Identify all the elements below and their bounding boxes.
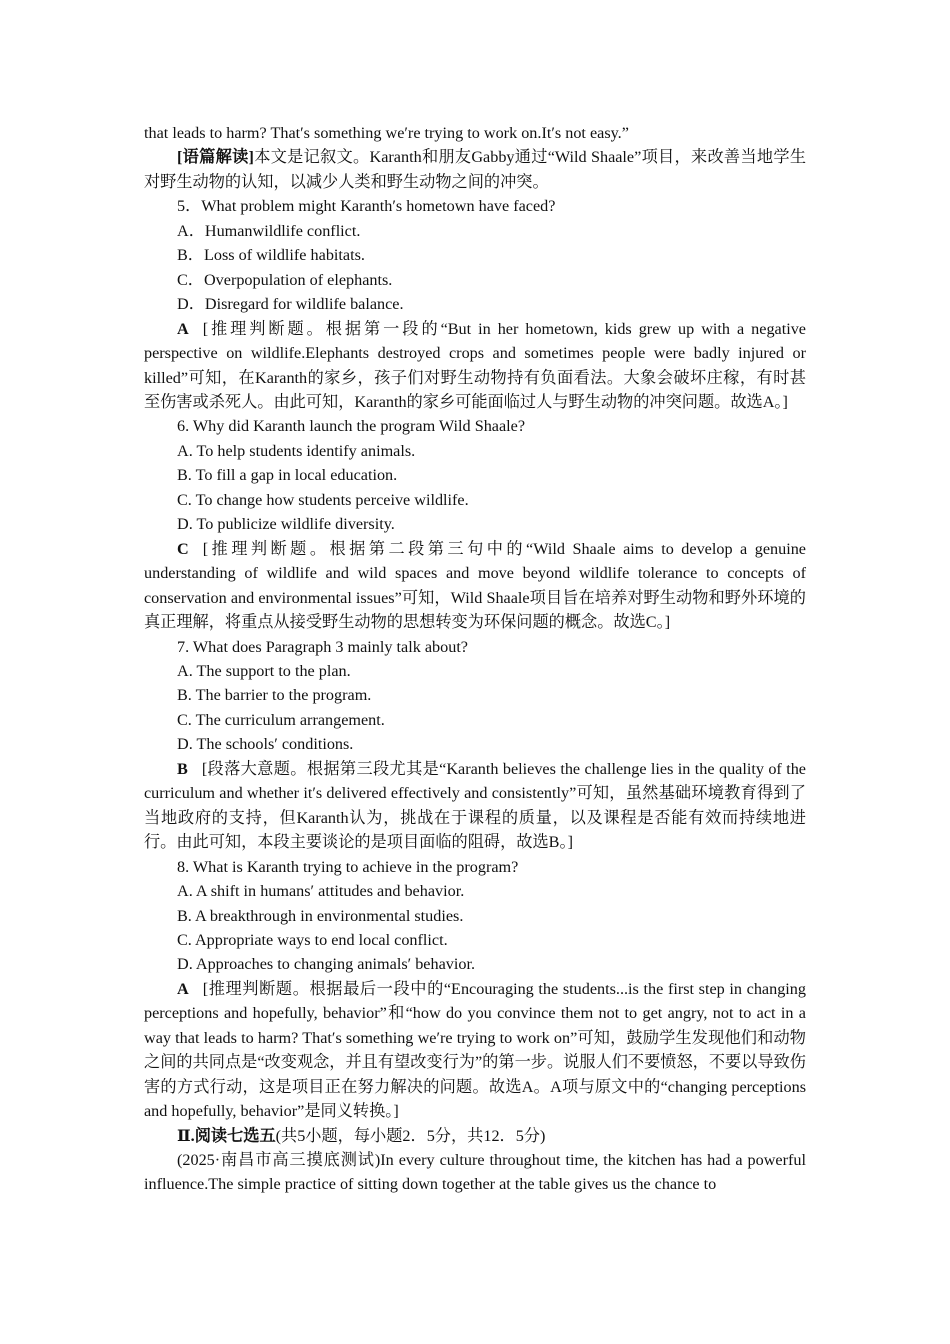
question-stem: 5．What problem might Karanth′s hometown have faced? (177, 197, 556, 216)
answer-explanation (144, 317, 806, 415)
answer-option: D. The schools′ conditions. (177, 735, 354, 754)
section-title: Ⅱ.阅读七选五 (177, 1126, 276, 1145)
answer-option: C. To change how students perceive wildlife. (177, 490, 469, 509)
explanation-text: [段落大意题。根据第三段尤其是“Karanth believes the challenge lies in the quality of the curriculum and whether it′s delivered effectively and consistently”可知，虽然基础环境教育得到了当地政府的支持，但Karanth认为，挑战在于课程的质量，以及课程是否能有效而持续地进行。由此可知，本段主要谈论的是项目面临的阻碍，故选B。] (144, 759, 806, 852)
section-scoring: (共5小题，每小题2．5分，共12．5分) (275, 1126, 546, 1145)
answer-key: A (177, 979, 189, 998)
explanation-text: [推理判断题。根据第一段的“But in her hometown, kids grew up with a negative perspective on wildlife.Elephants destroyed crops and sometimes people were badly injured or killed”可知，在Karanth的家乡，孩子们对野生动物持有负面看法。大象会破坏庄稼，有时甚至伤害或杀死人。由此可知，Karanth的家乡可能面临过人与野生动物的冲突问题。故选A。] (144, 319, 806, 411)
analysis-text: 本文是记叙文。Karanth和朋友Gabby通过“Wild Shaale”项目，来改善当地学生对野生动物的认知，以减少人类和野生动物之间的冲突。 (144, 148, 807, 191)
answer-option: B. To fill a gap in local education. (177, 466, 398, 485)
answer-key: A (177, 319, 189, 338)
question-stem: 7. What does Paragraph 3 mainly talk about? (177, 637, 468, 656)
answer-option: C. Appropriate ways to end local conflict. (177, 930, 448, 949)
explanation-text: [推理判断题。根据第二段第三句中的“Wild Shaale aims to develop a genuine understanding of wildlife and wild spaces and move beyond wildlife tolerance to concepts of conservation and environmental issues”可知，Wild Shaale项目旨在培养对野生动物和野外环境的真正理解，将重点从接受野生动物的思想转变为环保问题的概念。故选C。] (144, 539, 806, 632)
answer-option: C. The curriculum arrangement. (177, 710, 385, 729)
answer-key: C (177, 539, 189, 558)
document-page (144, 121, 806, 1197)
answer-option: A. To help students identify animals. (177, 441, 416, 460)
answer-option: D．Disregard for wildlife balance. (177, 295, 404, 314)
question-stem: 8. What is Karanth trying to achieve in the program? (177, 857, 519, 876)
explanation-text: [推理判断题。根据最后一段中的“Encouraging the students...is the first step in changing perceptions and hopefully, behavior”和“how do you convince them not to get angry, not to act in a way that leads to harm? That′s something we′re trying to work on”可知，鼓励学生发现他们和动物之间的共同点是“改变观念，并且有望改变行为”的第一步。说服人们不要愤怒，不要以导致伤害的方式行动，这是项目正在努力解决的问题。故选A。A项与原文中的“changing perceptions and hopefully, behavior”是同义转换。] (144, 979, 806, 1121)
answer-option: D. To publicize wildlife diversity. (177, 515, 395, 534)
analysis-label: [语篇解读] (177, 148, 254, 167)
answer-key: B (177, 759, 188, 778)
answer-explanation (144, 977, 806, 1124)
question-stem: 6. Why did Karanth launch the program Wild Shaale? (177, 417, 526, 436)
answer-option: B. A breakthrough in environmental studies. (177, 906, 464, 925)
section-heading (144, 1124, 806, 1148)
answer-explanation (144, 757, 806, 855)
answer-option: B. The barrier to the program. (177, 686, 372, 705)
answer-option: C．Overpopulation of elephants. (177, 270, 393, 289)
passage-continuation: that leads to harm? That′s something we′re trying to work on.It′s not easy.” (144, 124, 629, 142)
answer-option: A．Humanwildlife conflict. (177, 221, 361, 240)
passage-analysis (144, 145, 806, 194)
answer-option: A. The support to the plan. (177, 661, 351, 680)
answer-option: D. Approaches to changing animals′ behavior. (177, 955, 475, 974)
answer-explanation (144, 537, 806, 635)
passage-start: (2025·南昌市高三摸底测试)In every culture throughout time, the kitchen has had a powerful influence.The simple practice of sitting down together at the table gives us the chance to (144, 1151, 806, 1194)
answer-option: A. A shift in humans′ attitudes and behavior. (177, 882, 465, 901)
answer-option: B．Loss of wildlife habitats. (177, 246, 365, 265)
